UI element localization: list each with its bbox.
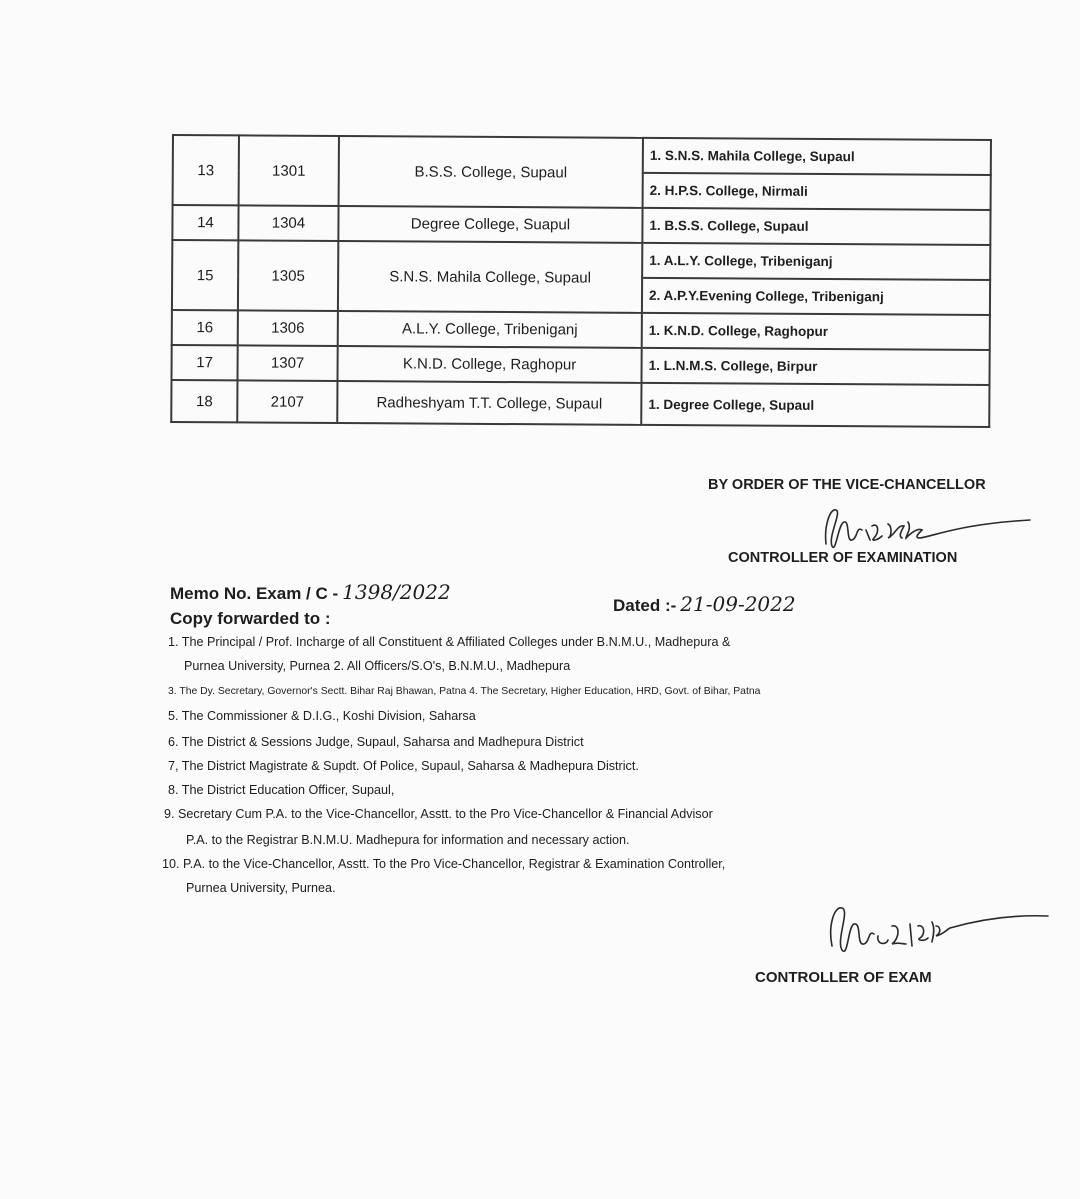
- college-name: B.S.S. College, Supaul: [339, 136, 643, 208]
- table-row: [171, 345, 989, 385]
- college-name: A.L.Y. College, Tribeniganj: [338, 311, 642, 348]
- serial-number: 13: [173, 135, 239, 205]
- list-item: 5. The Commissioner & D.I.G., Koshi Division, Saharsa: [168, 709, 476, 723]
- list-item: P.A. to the Registrar B.N.M.U. Madhepura for information and necessary action.: [186, 833, 630, 847]
- college-name: K.N.D. College, Raghopur: [337, 346, 641, 383]
- signature-1-icon: [808, 496, 1038, 558]
- table-row: [172, 205, 990, 245]
- table-row: [173, 135, 991, 175]
- list-item: 3. The Dy. Secretary, Governor's Sectt. Bihar Raj Bhawan, Patna 4. The Secretary, Higher Education, HRD, Govt. of Bihar, Patna: [168, 686, 761, 697]
- serial-number: 16: [172, 310, 238, 345]
- list-item: Purnea University, Purnea 2. All Officers/S.O's, B.N.M.U., Madhepura: [184, 659, 571, 673]
- list-item: Purnea University, Purnea.: [186, 881, 336, 895]
- serial-number: 15: [172, 240, 238, 310]
- controller-of-exam-label: CONTROLLER OF EXAM: [755, 969, 932, 986]
- serial-number: 17: [171, 345, 237, 380]
- college-name: Degree College, Suapul: [338, 206, 642, 243]
- date-value: 21-09-2022: [680, 592, 796, 616]
- table-row: [172, 310, 990, 350]
- controller-of-examination-label: CONTROLLER OF EXAMINATION: [728, 550, 958, 566]
- memo-number-value: 1398/2022: [342, 580, 451, 604]
- copy-forwarded-heading: Copy forwarded to :: [170, 609, 331, 628]
- college-code: 1305: [238, 240, 338, 311]
- serial-number: 14: [172, 205, 238, 240]
- college-name: Radheshyam T.T. College, Supaul: [337, 381, 641, 425]
- list-item: 6. The District & Sessions Judge, Supaul, Saharsa and Madhepura District: [168, 735, 584, 749]
- serial-number: 18: [171, 380, 237, 422]
- by-order-line: BY ORDER OF THE VICE-CHANCELLOR: [708, 477, 986, 493]
- exam-centre: 1. A.L.Y. College, Tribeniganj: [642, 243, 990, 280]
- exam-centre-table: [170, 134, 992, 428]
- college-code: 1304: [238, 205, 338, 241]
- exam-centre: 2. H.P.S. College, Nirmali: [643, 173, 991, 210]
- college-code: 1307: [237, 345, 337, 381]
- college-code: 2107: [237, 380, 337, 423]
- memo-prefix: Memo No. Exam / C -: [170, 584, 339, 603]
- memo-date: [613, 592, 796, 616]
- list-item: 1. The Principal / Prof. Incharge of all Constituent & Affiliated Colleges under B.N.M.U., Madhepura &: [168, 635, 731, 649]
- exam-centre: 1. B.S.S. College, Supaul: [642, 208, 990, 245]
- dated-label: Dated :-: [613, 596, 677, 615]
- signature-2-icon: [822, 896, 1052, 972]
- table-row: [171, 380, 989, 427]
- list-item: 7, The District Magistrate & Supdt. Of Police, Supaul, Saharsa & Madhepura District.: [168, 759, 639, 773]
- exam-centre: 1. L.N.M.S. College, Birpur: [641, 348, 989, 385]
- memo-number: [170, 580, 451, 604]
- college-code: 1301: [239, 135, 339, 206]
- exam-centre: 1. K.N.D. College, Raghopur: [642, 313, 990, 350]
- college-code: 1306: [238, 310, 338, 346]
- list-item: 9. Secretary Cum P.A. to the Vice-Chancellor, Asstt. to the Pro Vice-Chancellor & Financial Advisor: [164, 807, 713, 821]
- exam-centre: 2. A.P.Y.Evening College, Tribeniganj: [642, 278, 990, 315]
- list-item: 8. The District Education Officer, Supaul,: [168, 783, 395, 797]
- exam-centre: 1. S.N.S. Mahila College, Supaul: [643, 138, 991, 175]
- exam-centre: 1. Degree College, Supaul: [641, 383, 989, 427]
- table-row: [172, 240, 990, 280]
- college-name: S.N.S. Mahila College, Supaul: [338, 241, 642, 313]
- list-item: 10. P.A. to the Vice-Chancellor, Asstt. To the Pro Vice-Chancellor, Registrar & Examination Controller,: [162, 857, 726, 871]
